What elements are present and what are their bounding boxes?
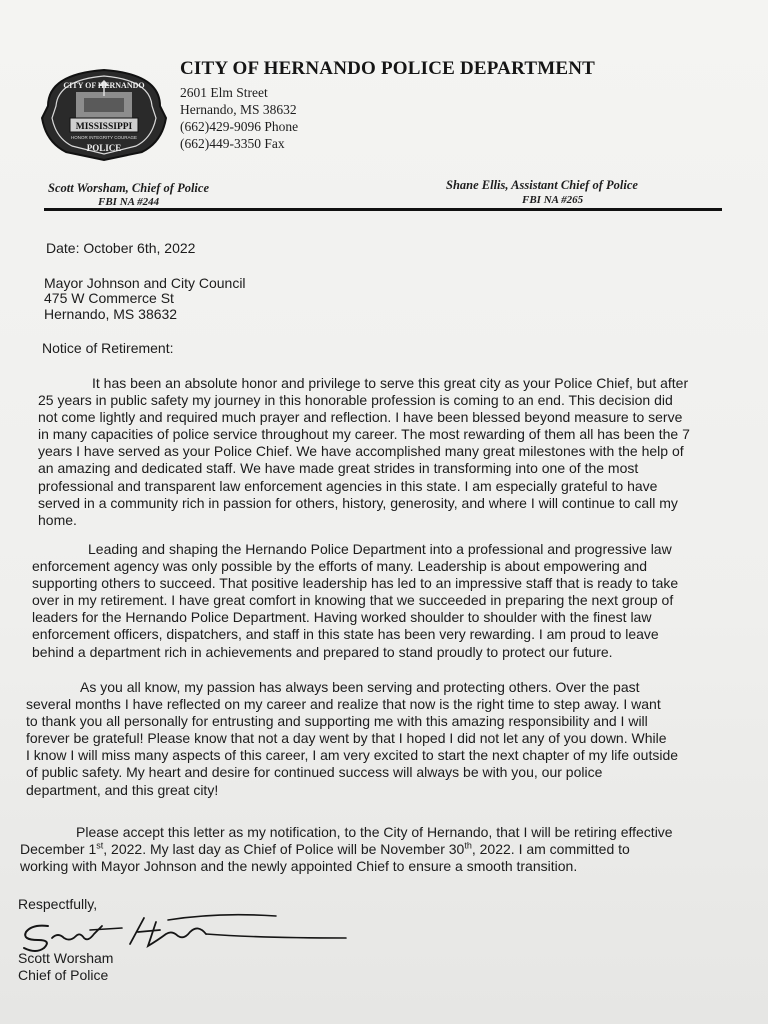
- handwritten-signature: [18, 904, 348, 956]
- paragraph-3-line: department, and this great city!: [26, 781, 219, 798]
- paragraph-2-line: supporting others to succeed. That positive leadership has led to an impressive staff that is ready to take: [32, 575, 679, 592]
- recipient-line-3: Hernando, MS 38632: [44, 306, 178, 322]
- signer-title: Chief of Police: [18, 967, 109, 983]
- recipient-line-1: Mayor Johnson and City Council: [44, 275, 246, 291]
- paragraph-2-line: Leading and shaping the Hernando Police Department into a professional and progressive law: [88, 541, 672, 557]
- fax-number: (662)449-3350 Fax: [180, 136, 285, 151]
- recipient-line-2: 475 W Commerce St: [44, 290, 174, 306]
- paragraph-1-line: not come lightly and required much prayer and reflection. I have been blessed beyond measure to serve: [38, 409, 683, 426]
- chief-name: Scott Worsham, Chief of Police: [48, 181, 209, 195]
- letterhead-divider: [44, 208, 722, 211]
- assistant-chief-fbi-number: FBI NA #265: [522, 194, 584, 206]
- badge-motto-text: HONOR INTEGRITY COURAGE: [71, 135, 137, 140]
- department-name: CITY OF HERNANDO POLICE DEPARTMENT: [180, 58, 596, 79]
- ordinal-suffix: st: [96, 840, 104, 851]
- paragraph-1-line: It has been an absolute honor and privilege to serve this great city as your Police Chief, but after: [92, 375, 689, 391]
- retire-date-text: December 1: [20, 841, 97, 858]
- badge-state-text: MISSISSIPPI: [75, 122, 133, 132]
- signer-name: Scott Worsham: [18, 950, 114, 966]
- paragraph-4-line: Please accept this letter as my notification, to the City of Hernando, that I will be retiring effective: [76, 824, 673, 840]
- phone-number: (662)429-9096 Phone: [180, 119, 299, 134]
- badge-bottom-text: POLICE: [86, 143, 122, 153]
- address-street: 2601 Elm Street: [180, 85, 268, 100]
- paragraph-2-line: enforcement officers, dispatchers, and staff in this state has been very rewarding. I am proud to leave: [32, 626, 659, 643]
- paragraph-1-line: 25 years in public safety my journey in this honorable profession is coming to an end. This decision did: [38, 392, 673, 409]
- paragraph-2-line: leaders for the Hernando Police Department. Having worked shoulder to shoulder with the finest law: [32, 609, 652, 626]
- paragraph-3-line: forever be grateful! Please know that not a day went by that I hoped I did not let any of you down. While: [26, 730, 667, 747]
- paragraph-1-line: home.: [38, 511, 77, 528]
- paragraph-4: [20, 824, 673, 875]
- paragraph-1-line: served in a community rich in passion for others, history, generosity, and where I will continue to call my: [38, 494, 678, 511]
- paragraph-3: [26, 679, 678, 799]
- paragraph-3-line: to thank you all personally for entrusting and supporting me with this amazing responsibility and I will: [26, 713, 648, 730]
- assistant-chief-name: Shane Ellis, Assistant Chief of Police: [446, 178, 638, 192]
- police-badge-logo: [38, 66, 170, 162]
- paragraph-1: [38, 375, 690, 529]
- paragraph-2-line: over in my retirement. I have great comfort in knowing that we succeeded in preparing the next group of: [32, 592, 674, 609]
- letter-date: Date: October 6th, 2022: [46, 240, 196, 256]
- last-day-text: , 2022. My last day as Chief of Police will be November 30: [103, 841, 465, 858]
- paragraph-1-line: an amazing and dedicated staff. We have made great strides in transforming into one of the most: [38, 460, 639, 477]
- paragraph-3-line: of public safety. My heart and desire for continued success will always be with you, our police: [26, 764, 603, 781]
- letter-subject: Notice of Retirement:: [42, 340, 174, 356]
- chief-fbi-number: FBI NA #244: [98, 196, 160, 208]
- paragraph-3-line: I know I will miss many aspects of this career, I am very excited to start the next chapter of my life outside: [26, 747, 679, 764]
- paragraph-4-line-2: [20, 841, 673, 858]
- ordinal-suffix: th: [464, 840, 472, 851]
- paragraph-3-line: As you all know, my passion has always been serving and protecting others. Over the past: [80, 679, 640, 695]
- commitment-text: , 2022. I am committed to: [471, 841, 630, 858]
- badge-top-text: CITY OF HERNANDO: [63, 81, 145, 90]
- paragraph-2-line: enforcement agency was only possible by the efforts of many. Leadership is about empowering and: [32, 558, 648, 575]
- paragraph-1-line: professional and transparent law enforcement agencies in this state. I am especially grateful to have: [38, 477, 658, 494]
- closing: Respectfully,: [18, 896, 98, 912]
- paragraph-4-line: working with Mayor Johnson and the newly appointed Chief to ensure a smooth transition.: [20, 858, 578, 875]
- paragraph-1-line: years I have served as your Police Chief. We have accomplished many great milestones with the help of: [38, 443, 684, 460]
- paragraph-3-line: several months I have reflected on my career and realize that now is the right time to step away. I want: [26, 696, 661, 713]
- address-city: Hernando, MS 38632: [180, 102, 297, 117]
- paragraph-1-line: in many capacities of police service throughout my career. The most rewarding of them all has been the 7: [38, 426, 690, 443]
- paragraph-2-line: behind a department rich in achievements and prepared to stand proudly to protect our future.: [32, 643, 613, 660]
- paragraph-2: [32, 541, 678, 661]
